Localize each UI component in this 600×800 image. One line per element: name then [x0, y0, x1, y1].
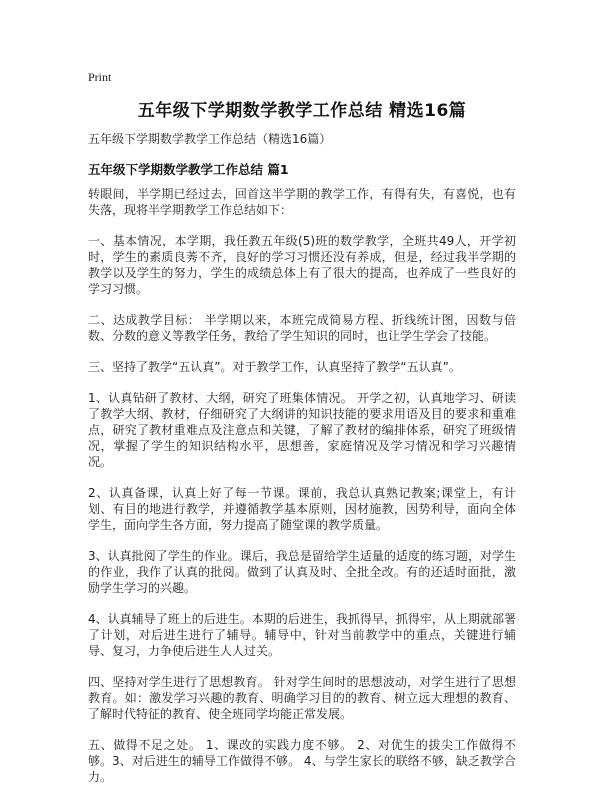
paragraph-homework-grading: 3、认真批阅了学生的作业。课后，我总是留给学生适量的适度的练习题，对学生的作业，我作了认真的批阅。做到了认真及时、全批全改。有的还适时面批，激励学生学习的兴趣。 [88, 549, 516, 595]
print-label[interactable]: Print [88, 70, 112, 84]
document-page [88, 0, 516, 784]
document-subtitle: 五年级下学期数学教学工作总结（精选16篇） [88, 132, 332, 146]
paragraph-moral-education: 四、坚持对学生进行了思想教育。 针对学生间时的思想波动，对学生进行了思想教育。如：激发学习兴趣的教育、明确学习目的的教育、树立远大理想的教育、了解时代特征的教育、使全班同学均能正常发展。 [88, 675, 516, 721]
paragraph-teaching-goals: 二、达成教学目标： 半学期以来，本班完成简易方程、折线统计图，因数与倍数、分数的意义等教学任务，教给了学生知识的同时，也让学生学会了技能。 [88, 313, 516, 343]
document-body [88, 186, 516, 800]
paragraph-study-materials: 1、认真钻研了教材、大纲，研究了班集体情况。 开学之初，认真地学习、研读了教学大纲、教材，仔细研究了大纲讲的知识技能的要求用语及目的要求和重难点，研究了教材重难点及注意点和关键，了解了教材的编排体系，研究了班级情况，掌握了学生的知识结构水平，思想善，家庭情况及学习情况和学习兴趣情况。 [88, 391, 516, 469]
document-title: 五年级下学期数学教学工作总结 精选16篇 [137, 101, 467, 121]
paragraph-intro: 转眼间，半学期已经过去，回首这半学期的教学工作，有得有失，有喜悦，也有失落，现将半学期教学工作总结如下： [88, 187, 516, 217]
paragraph-basic-situation: 一、基本情况，本学期，我任教五年级(5)班的数学教学，全班共49人，开学初时，学生的素质良莠不齐，良好的学习习惯还没有养成，但是，经过我半学期的教学以及学生的努力，学生的成绩总体上有了很大的提高，也养成了一些良好的学习习惯。 [88, 234, 516, 296]
paragraph-five-diligences: 三、坚持了教学“五认真”。对于教学工作，认真坚持了教学“五认真”。 [88, 360, 461, 374]
section-heading: 五年级下学期数学教学工作总结 篇1 [88, 162, 289, 177]
paragraph-shortcomings: 五、做得不足之处。 1、课改的实践力度不够。 2、对优生的拔尖工作做得不够。3、对后进生的辅导工作做得不够。 4、与学生家长的联络不够，缺乏教学合力。 [88, 738, 516, 784]
paragraph-lesson-prep: 2、认真备课，认真上好了每一节课。课前，我总认真熟记教案;课堂上，有计划、有目的地进行教学，并遵循教学基本原则，因材施教，因势利导，面向全体学生，面向学生各方面，努力提高了随堂课的教学质量。 [88, 486, 516, 532]
paragraph-tutoring: 4、认真辅导了班上的后进生。本期的后进生，我抓得早，抓得牢，从上期就部署了计划，对后进生进行了辅导。辅导中，针对当前教学中的重点，关键进行辅导、复习，力争使后进生人人过关。 [88, 612, 516, 658]
